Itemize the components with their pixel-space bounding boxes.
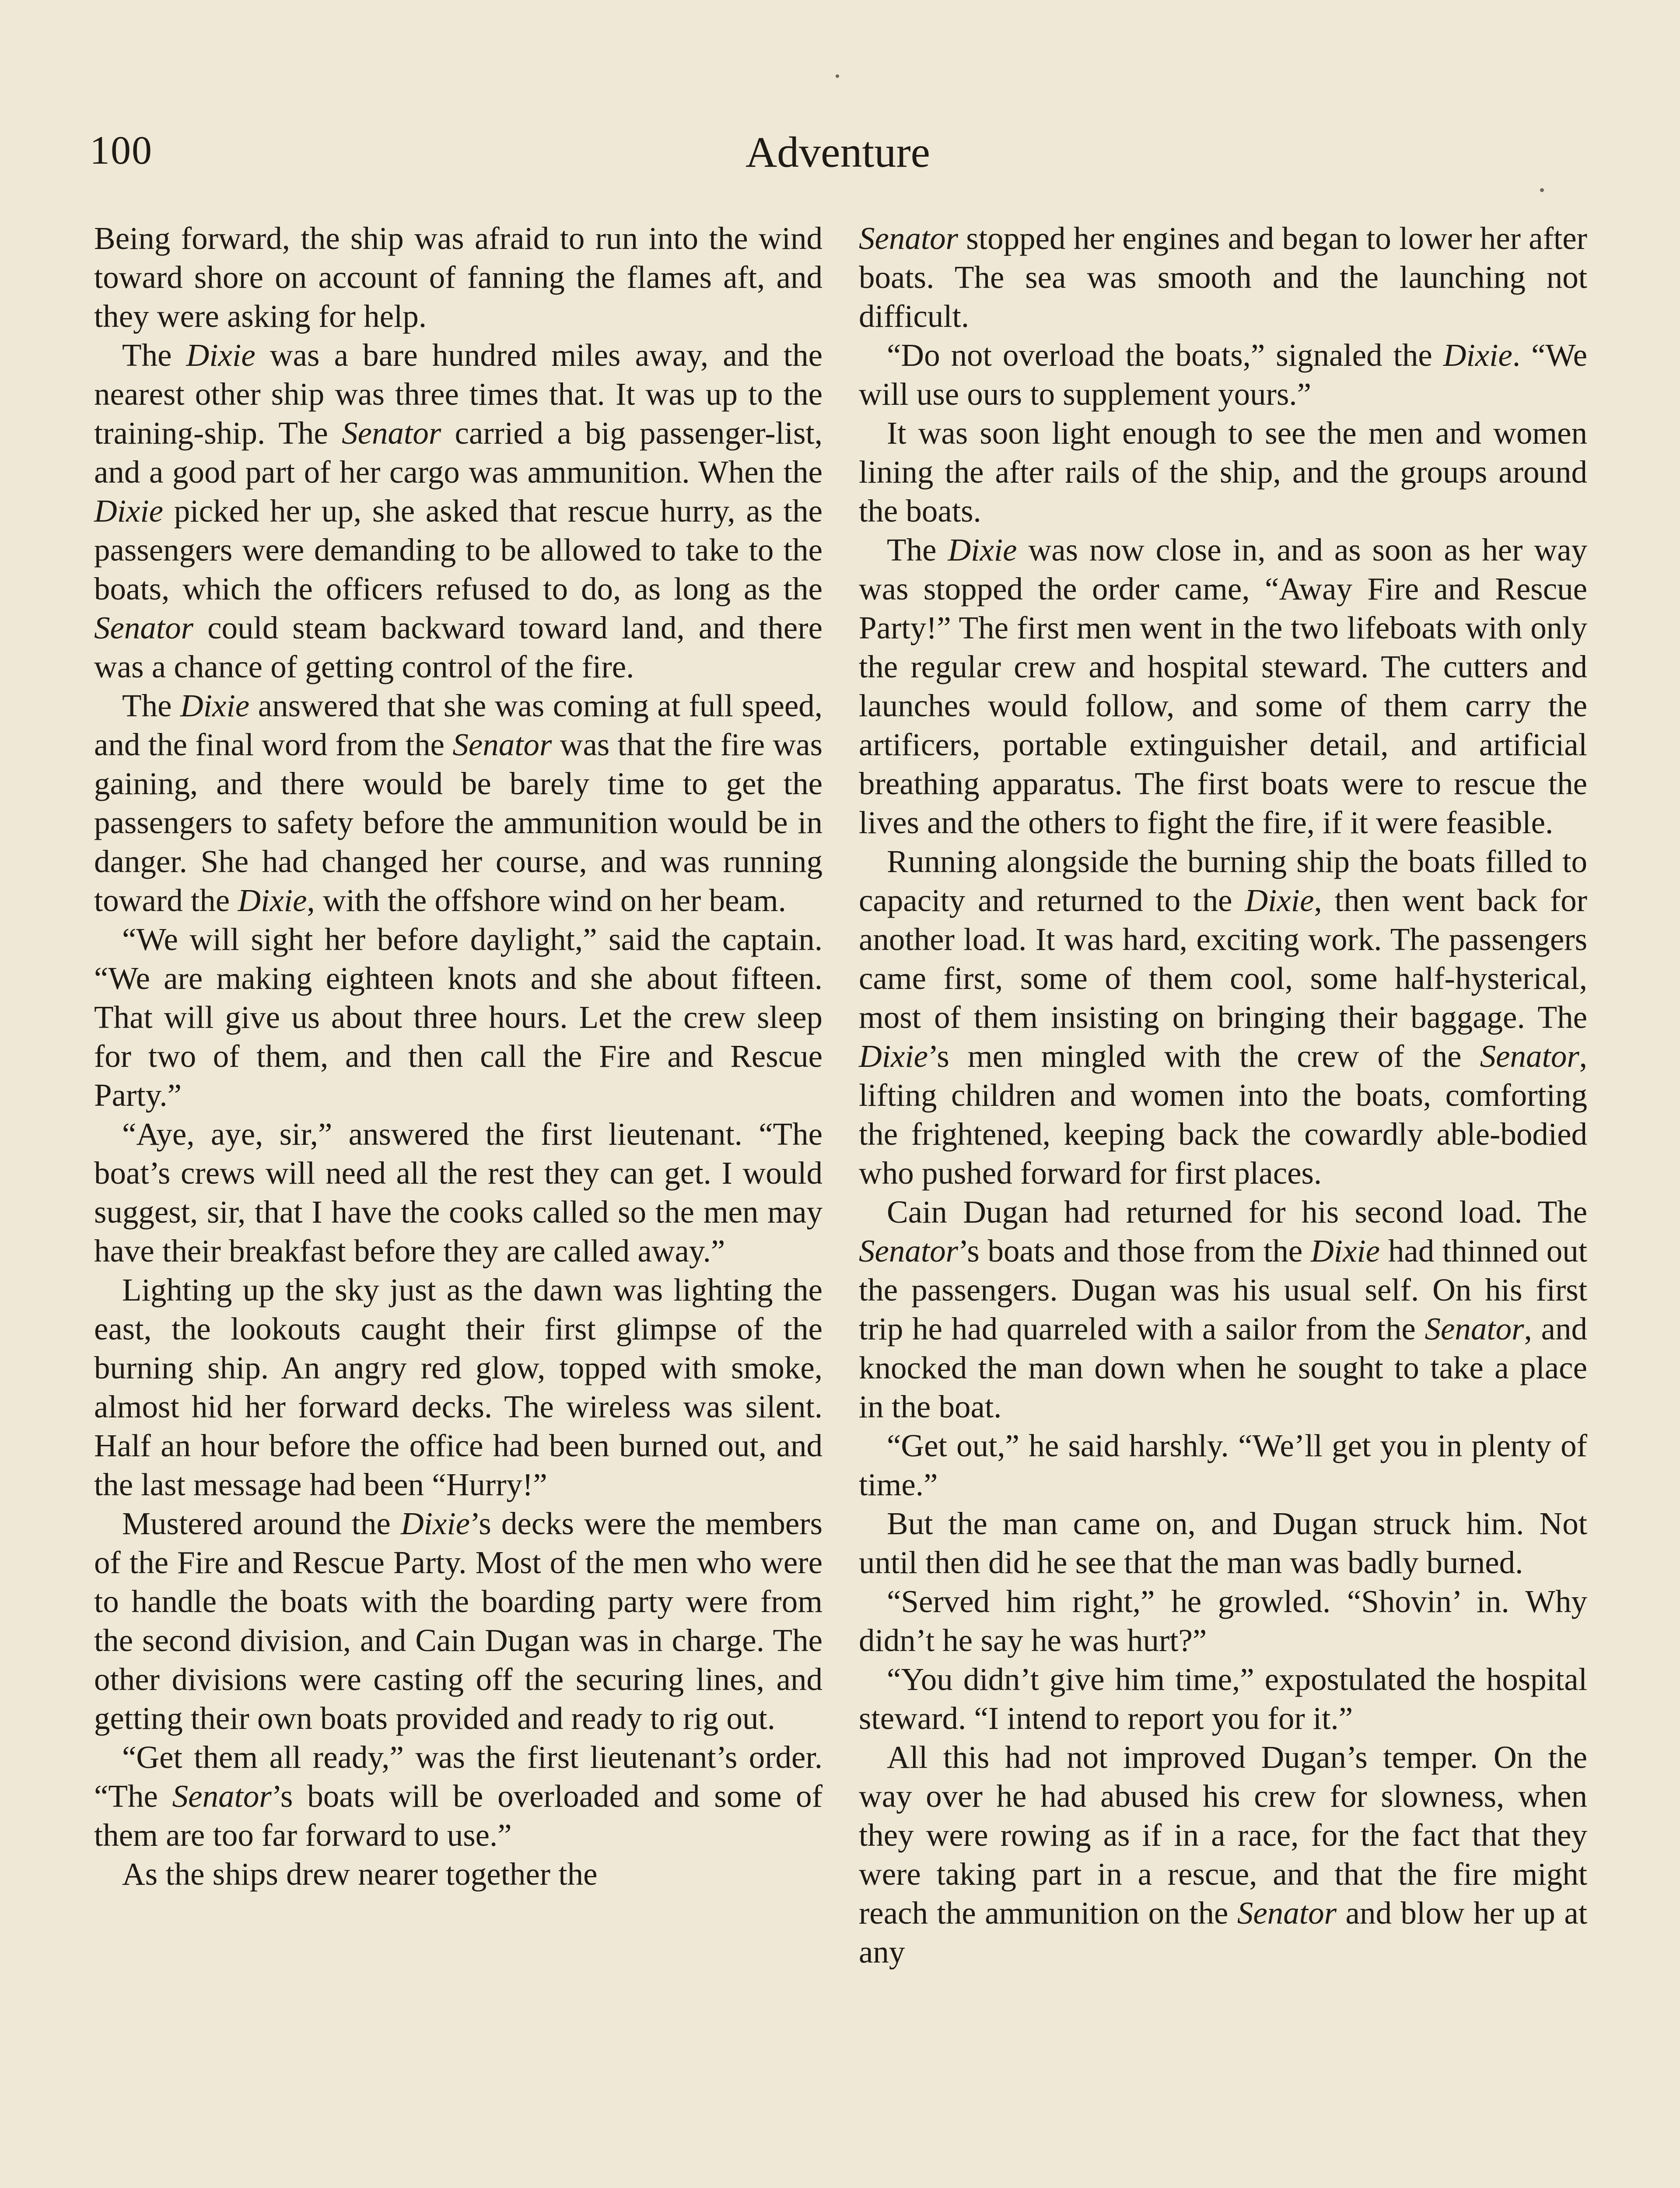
paper-speck <box>1540 188 1544 192</box>
paragraph: Lighting up the sky just as the dawn was lighting the east, the lookouts caught their first glimpse of the burning ship. An angry red glow, topped with smoke, almost hid her forward decks. The wireless was silent. Half an hour before the office had been burned out, and the last message had been “Hurry!” <box>94 1272 822 1502</box>
paragraph: “Do not overload the boats,” signaled the Dixie. “We will use ours to supplement yours.” <box>859 337 1587 412</box>
paragraph: “Get them all ready,” was the first lieutenant’s order. “The Senator’s boats will be overloaded and some of them are too far forward to use.” <box>94 1739 822 1853</box>
left-column <box>94 219 822 2188</box>
paragraph: The Dixie was now close in, and as soon as her way was stopped the order came, “Away Fire and Rescue Party!” The first men went in the two lifeboats with only the regular crew and hospital steward. The cutters and launches would follow, and some of them carry the artificers, portable extinguisher detail, and artificial breathing apparatus. The first boats were to rescue the lives and the others to fight the fire, if it were feasible. <box>859 532 1587 840</box>
paragraph: All this had not improved Dugan’s temper. On the way over he had abused his crew for slowness, when they were rowing as if in a race, for the fact that they were taking part in a rescue, and that the fire might reach the ammunition on the Senator and blow her up at any <box>859 1739 1588 1970</box>
page-header <box>90 127 1586 188</box>
paragraph: Cain Dugan had returned for his second load. The Senator’s boats and those from the Dixie had thinned out the passengers. Dugan was his usual self. On his first trip he had quarreled with a sailor from the Senator, and knocked the man down when he sought to take a place in the boat. <box>859 1194 1587 1424</box>
paragraph: Being forward, the ship was afraid to run into the wind toward shore on account of fanning the flames aft, and they were asking for help. <box>94 221 822 334</box>
paragraph: “Aye, aye, sir,” answered the first lieutenant. “The boat’s crews will need all the rest they can get. I would suggest, sir, that I have the cooks called so the men may have their breakfast before they are called away.” <box>94 1116 822 1269</box>
paragraph: “We will sight her before daylight,” said the captain. “We are making eighteen knots and she about fifteen. That will give us about three hours. Let the crew sleep for two of them, and then call the Fire and Rescue Party.” <box>94 922 822 1113</box>
paragraph: “Served him right,” he growled. “Shovin’ in. Why didn’t he say he was hurt?” <box>859 1584 1587 1658</box>
right-column <box>859 219 1587 2188</box>
running-head: Adventure <box>745 128 931 176</box>
paragraph: Senator stopped her engines and began to lower her after boats. The sea was smooth and the launching not difficult. <box>859 221 1587 334</box>
paragraph: “You didn’t give him time,” expostulated the hospital steward. “I intend to report you for it.” <box>859 1662 1587 1736</box>
paragraph: It was soon light enough to see the men and women lining the after rails of the ship, and the groups around the boats. <box>859 415 1587 529</box>
paragraph: The Dixie answered that she was coming at full speed, and the final word from the Senator was that the fire was gaining, and there would be barely time to get the passengers to safety before the ammunition would be in danger. She had changed her course, and was running toward the Dixie, with the offshore wind on her beam. <box>94 688 822 918</box>
paragraph: Running alongside the burning ship the boats filled to capacity and returned to the Dixie, then went back for another load. It was hard, exciting work. The passengers came first, some of them cool, some half-hysterical, most of them insisting on bringing their baggage. The Dixie’s men mingled with the crew of the Senator, lifting children and women into the boats, comforting the frightened, keeping back the cowardly able-bodied who pushed forward for first places. <box>859 844 1587 1191</box>
paragraph: “Get out,” he said harshly. “We’ll get you in plenty of time.” <box>859 1428 1587 1502</box>
paragraph: Mustered around the Dixie’s decks were the members of the Fire and Rescue Party. Most of the men who were to handle the boats with the boarding party were from the second division, and Cain Dugan was in charge. The other divisions were casting off the securing lines, and getting their own boats provided and ready to rig out. <box>94 1506 822 1736</box>
paragraph: As the ships drew nearer together the <box>122 1856 598 1892</box>
paragraph: The Dixie was a bare hundred miles away, and the nearest other ship was three times that. It was up to the training-ship. The Senator carried a big passenger-list, and a good part of her cargo was ammunition. When the Dixie picked her up, she asked that rescue hurry, as the passengers were demanding to be allowed to take to the boats, which the officers refused to do, as long as the Senator could steam backward toward land, and there was a chance of getting control of the fire. <box>94 337 823 684</box>
page-number: 100 <box>90 128 153 172</box>
paragraph: But the man came on, and Dugan struck him. Not until then did he see that the man was badly burned. <box>859 1506 1587 1580</box>
paper-speck <box>836 74 839 78</box>
